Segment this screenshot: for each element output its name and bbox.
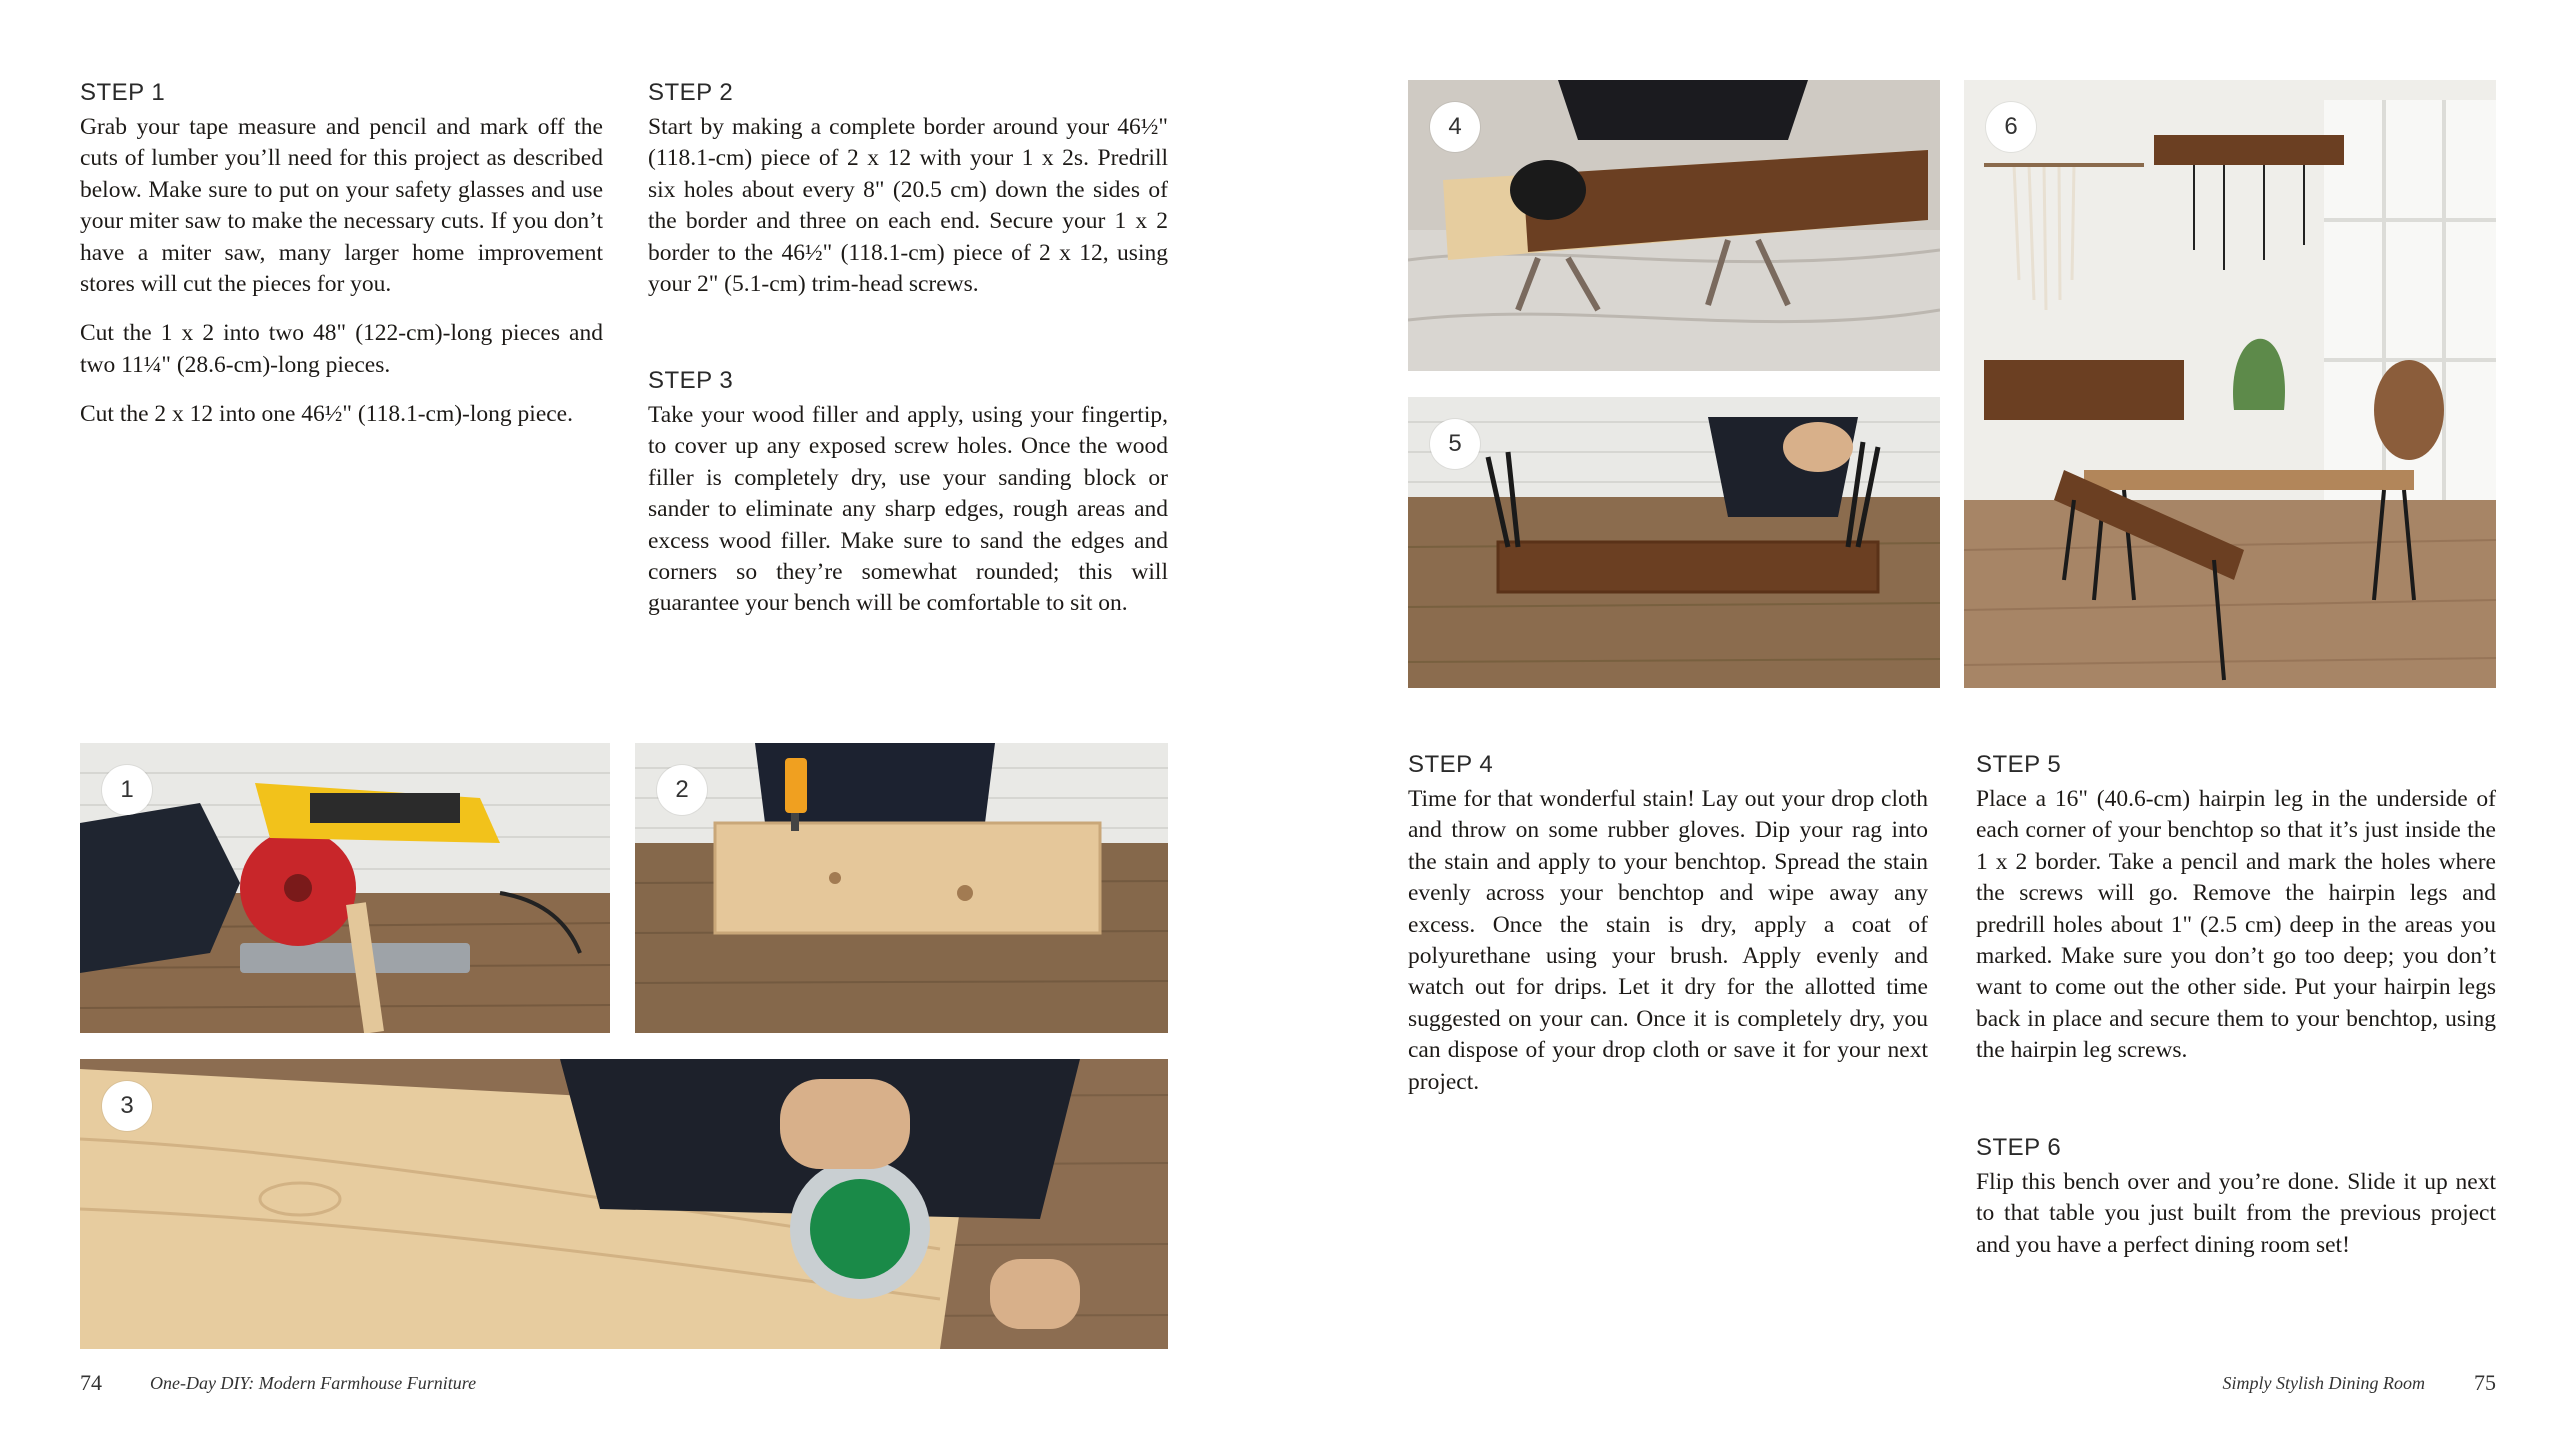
photo-number-badge: 3 [102, 1081, 152, 1131]
photo-finished-dining-room [1964, 80, 2496, 688]
step-3-title: STEP 3 [648, 367, 734, 394]
step-4-title: STEP 4 [1408, 751, 1494, 778]
photo-1-illustration [80, 743, 610, 1033]
step-6-title: STEP 6 [1976, 1134, 2062, 1161]
photo-number-badge: 1 [102, 765, 152, 815]
step-3-block [648, 366, 1168, 638]
photo-5-illustration [1408, 397, 1940, 688]
photo-number-badge: 5 [1430, 419, 1480, 469]
step-3-paragraph: Take your wood filler and apply, using your fingertip, to cover up any exposed screw holes. Once the wood filler is completely dry, use your sanding block or sander to eliminate any sharp edges, rough areas and excess wood filler. Make sure to sand the edges and corners so they’re somewhat rounded; this will guarantee your bench will be comfortable to sit on. [648, 402, 1168, 617]
step-5-paragraph: Place a 16" (40.6-cm) hairpin leg in the underside of each corner of your benchtop so that it’s just inside the 1 x 2 border. Take a pencil and mark the holes where the screws will go. Remove the hairpin legs and predrill holes about 1" (2.5 cm) deep in the areas you marked. Make sure you don’t go too deep; you don’t want to come out the other side. Put your hairpin legs back in place and secure them to your benchtop, using the hairpin leg screws. [1976, 786, 2496, 1064]
photo-2-illustration [635, 743, 1168, 1033]
step-1-paragraph: Cut the 1 x 2 into two 48" (122-cm)-long pieces and two 11¼" (28.6-cm)-long pieces. [80, 320, 603, 378]
photo-miter-saw [80, 743, 610, 1033]
photo-4-illustration [1408, 80, 1940, 371]
step-4-paragraph: Time for that wonderful stain! Lay out your drop cloth and throw on some rubber gloves. Dip your rag into the stain and apply to your benchtop. Spread the stain evenly across your benchtop and wipe away any excess. Once the stain is dry, apply a coat of polyurethane using your brush. Apply evenly and watch out for drips. Let it dry for the allotted time suggested on your can. Once it is completely dry, you can dispose of your drop cloth or save it for your next project. [1408, 786, 1928, 1095]
page-number-right: 75 [2474, 1370, 2496, 1395]
step-1-block [80, 78, 603, 449]
running-title-left: One-Day DIY: Modern Farmhouse Furniture [150, 1373, 477, 1393]
photo-staining-benchtop [1408, 80, 1940, 371]
step-2-paragraph: Start by making a complete border around your 46½" (118.1-cm) piece of 2 x 12 with your 1 x 2s. Predrill six holes about every 8" (20.5 cm) down the sides of the border and three on each end. Secure your 1 x 2 border to the 46½" (118.1-cm) piece of 2 x 12, using your 2" (5.1-cm) trim-head screws. [648, 114, 1168, 298]
step-1-paragraph: Grab your tape measure and pencil and mark off the cuts of lumber you’ll need for this project as described below. Make sure to put on your safety glasses and use your miter saw to make the necessary cuts. If you don’t have a miter saw, many larger home improvement stores will cut the pieces for you. [80, 114, 603, 298]
photo-number-badge: 6 [1986, 102, 2036, 152]
photo-drilling-border [635, 743, 1168, 1033]
step-2-title: STEP 2 [648, 79, 734, 106]
step-2-block [648, 78, 1168, 318]
running-title-right: Simply Stylish Dining Room [2222, 1373, 2425, 1393]
photo-number-badge: 4 [1430, 102, 1480, 152]
photo-3-illustration [80, 1059, 1168, 1349]
step-6-paragraph: Flip this bench over and you’re done. Slide it up next to that table you just built from the previous project and you have a perfect dining room set! [1976, 1169, 2496, 1258]
page-number-left: 74 [80, 1370, 102, 1395]
photo-6-illustration [1964, 80, 2496, 688]
step-5-title: STEP 5 [1976, 751, 2062, 778]
step-5-block [1976, 750, 2496, 1085]
photo-sanding-board [80, 1059, 1168, 1349]
photo-attaching-hairpin-legs [1408, 397, 1940, 688]
photo-number-badge: 2 [657, 765, 707, 815]
step-6-block [1976, 1133, 2496, 1279]
step-1-title: STEP 1 [80, 79, 166, 106]
step-1-paragraph: Cut the 2 x 12 into one 46½" (118.1-cm)-long piece. [80, 401, 573, 428]
step-4-block [1408, 750, 1928, 1116]
